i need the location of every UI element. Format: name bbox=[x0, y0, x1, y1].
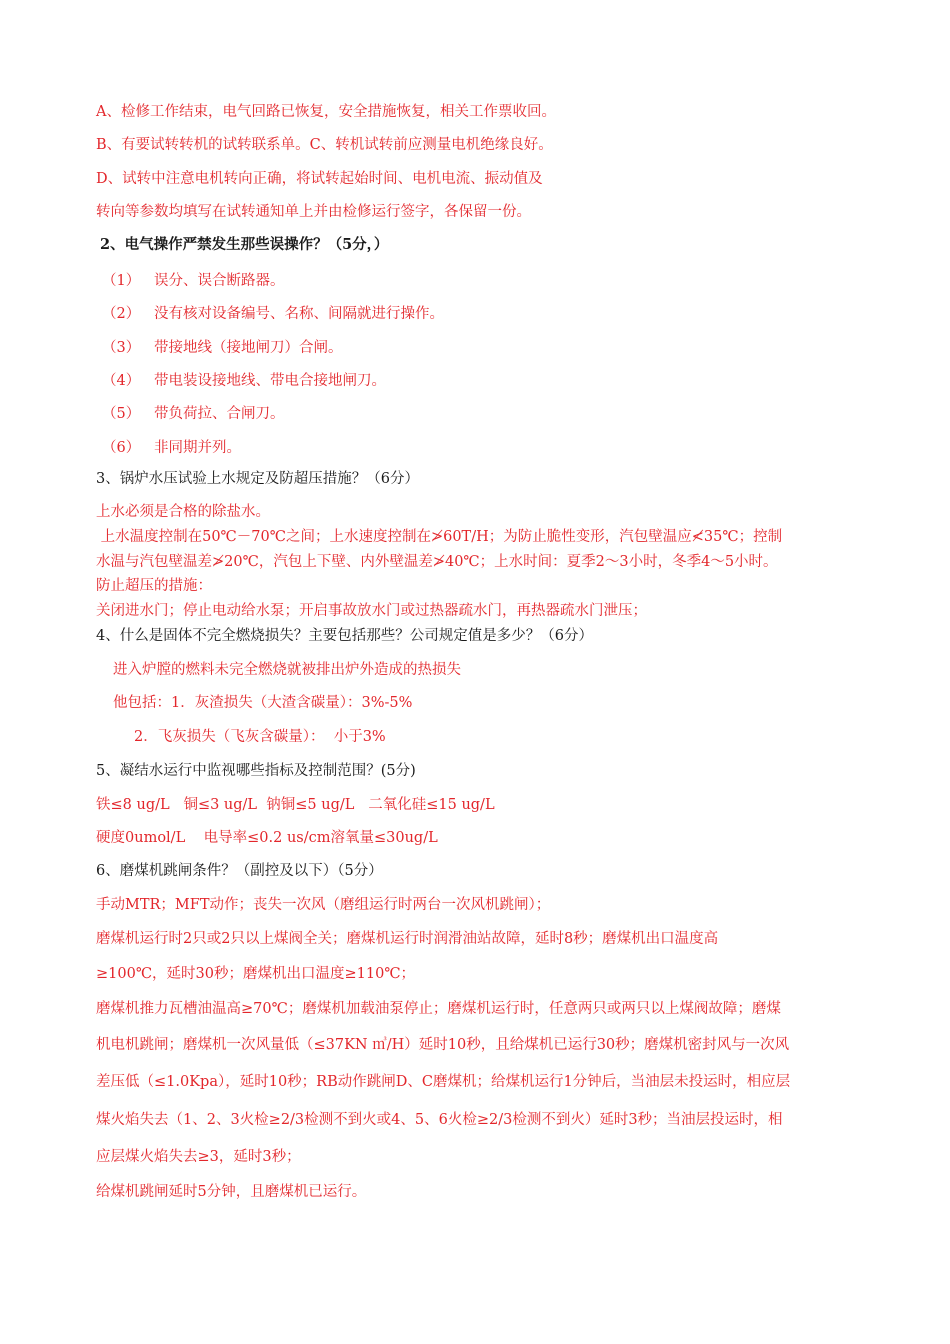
question-4: 4、什么是固体不完全燃烧损失？主要包括那些？公司规定值是多少？（6分） bbox=[96, 628, 593, 644]
answer-line-d2: 转向等参数均填写在试转通知单上并由检修运行签字，各保留一份。 bbox=[96, 204, 531, 220]
list-item-number: （6） bbox=[102, 440, 141, 456]
answer-line: 硬度0umol/L 电导率≤0.2 us/cm溶氧量≤30ug/L bbox=[96, 830, 438, 846]
answer-line: 应层煤火焰失去≥3，延时3秒； bbox=[96, 1149, 301, 1165]
answer-line: 进入炉膛的燃料未完全燃烧就被排出炉外造成的热损失 bbox=[113, 662, 461, 678]
answer-line: 手动MTR；MFT动作；丧失一次风（磨组运行时两台一次风机跳闸）； bbox=[96, 897, 551, 913]
answer-line: 煤火焰失去（1、2、3火检≥2/3检测不到火或4、5、6火检≥2/3检测不到火）延时3秒；当油层投运时，相 bbox=[96, 1112, 783, 1128]
answer-line: 上水温度控制在50℃－70℃之间；上水速度控制在≯60T/H；为防止脆性变形，汽包壁温应≮35℃；控制 bbox=[96, 529, 783, 545]
list-item-number: （2） bbox=[102, 306, 141, 322]
list-item-text: 带负荷拉、合闸刀。 bbox=[154, 406, 285, 422]
answer-line: 他包括：1．灰渣损失（大渣含碳量）：3%-5% bbox=[113, 695, 413, 711]
answer-line-d1: D、试转中注意电机转向正确，将试转起始时间、电机电流、振动值及 bbox=[96, 171, 543, 187]
list-item-text: 没有核对设备编号、名称、间隔就进行操作。 bbox=[154, 306, 444, 322]
answer-line: 防止超压的措施： bbox=[96, 578, 212, 594]
list-item-number: （4） bbox=[102, 373, 141, 389]
answer-line: 磨煤机运行时2只或2只以上煤阀全关；磨煤机运行时润滑油站故障，延时8秒；磨煤机出口温度高 bbox=[96, 931, 719, 947]
question-6: 6、磨煤机跳闸条件？（副控及以下）（5分） bbox=[96, 863, 383, 879]
answer-line-a: A、检修工作结束，电气回路已恢复，安全措施恢复，相关工作票收回。 bbox=[96, 104, 556, 120]
list-item-number: （1） bbox=[102, 273, 141, 289]
answer-line: 关闭进水门；停止电动给水泵；开启事故放水门或过热器疏水门，再热器疏水门泄压； bbox=[96, 603, 647, 619]
answer-line: 差压低（≤1.0Kpa），延时10秒；RB动作跳闸D、C磨煤机；给煤机运行1分钟后，当油层未投运时，相应层 bbox=[96, 1074, 791, 1090]
answer-line-b: B、有要试转转机的试转联系单。C、转机试转前应测量电机绝缘良好。 bbox=[96, 137, 553, 153]
list-item-text: 非同期并列。 bbox=[154, 440, 241, 456]
question-2: 2、电气操作严禁发生那些误操作？（5分，） bbox=[100, 236, 389, 253]
answer-line: 机电机跳闸；磨煤机一次风量低（≤37KN ㎥/H）延时10秒，且给煤机已运行30秒；磨煤机密封风与一次风 bbox=[96, 1037, 790, 1053]
list-item-number: （3） bbox=[102, 340, 141, 356]
answer-line: 2．飞灰损失（飞灰含碳量）： 小于3% bbox=[134, 729, 386, 745]
list-item-number: （5） bbox=[102, 406, 141, 422]
list-item-text: 误分、误合断路器。 bbox=[154, 273, 285, 289]
answer-line: 铁≤8 ug/L 铜≤3 ug/L 钠铜≤5 ug/L 二氧化硅≤15 ug/L bbox=[96, 797, 495, 813]
answer-line: ≥100℃，延时30秒；磨煤机出口温度≥110℃； bbox=[96, 966, 416, 982]
answer-line: 水温与汽包壁温差≯20℃，汽包上下壁、内外壁温差≯40℃；上水时间：夏季2～3小时，冬季4～5小时。 bbox=[96, 554, 778, 570]
list-item-text: 带电装设接地线、带电合接地闸刀。 bbox=[154, 373, 386, 389]
question-3: 3、锅炉水压试验上水规定及防超压措施？（6分） bbox=[96, 471, 419, 487]
answer-line: 上水必须是合格的除盐水。 bbox=[96, 504, 270, 520]
answer-line: 给煤机跳闸延时5分钟，且磨煤机已运行。 bbox=[96, 1184, 367, 1200]
question-5: 5、凝结水运行中监视哪些指标及控制范围？(5分) bbox=[96, 763, 416, 779]
answer-line: 磨煤机推力瓦槽油温高≥70℃；磨煤机加载油泵停止；磨煤机运行时，任意两只或两只以上煤阀故障；磨煤 bbox=[96, 1001, 781, 1017]
list-item-text: 带接地线（接地闸刀）合闸。 bbox=[154, 340, 343, 356]
